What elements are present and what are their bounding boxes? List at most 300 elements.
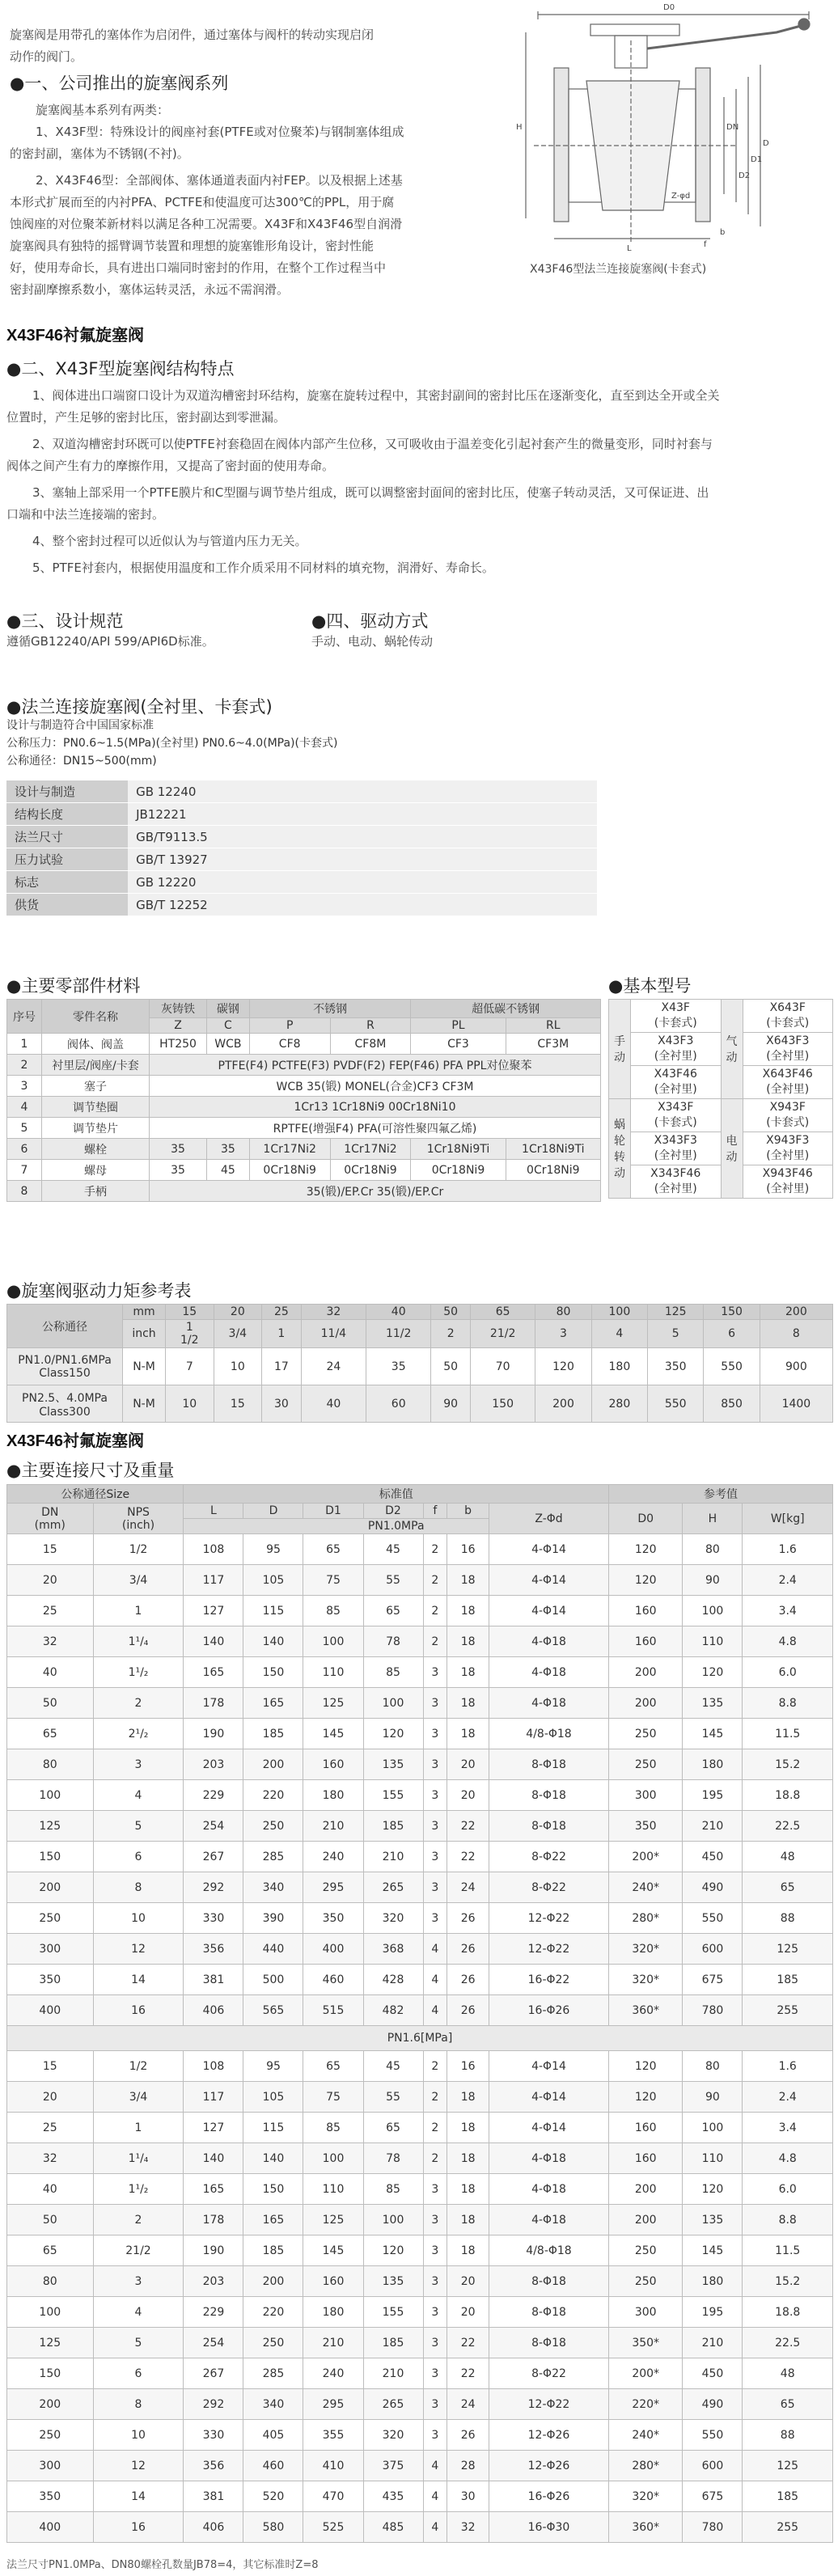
col-subheader: 8 <box>760 1320 832 1348</box>
table-row <box>7 1348 833 1385</box>
cell: 460 <box>243 2451 303 2481</box>
model-cell: X643F46 (全衬里) <box>743 1066 833 1099</box>
model-group-label: 蜗轮转动 <box>609 1099 631 1199</box>
cell: 120 <box>608 1565 682 1596</box>
cell: 48 <box>743 2358 833 2389</box>
col-header: 序号 <box>7 1000 42 1034</box>
cell: 12-Φ22 <box>489 1934 609 1965</box>
cell: CF8M <box>330 1034 411 1055</box>
cell: 10 <box>166 1385 214 1423</box>
cell: 240* <box>608 1872 682 1903</box>
cell: 190 <box>184 1719 243 1749</box>
parts-table <box>6 999 601 1202</box>
table-row <box>7 2143 833 2174</box>
cell: 165 <box>243 2205 303 2235</box>
cell: 18 <box>447 2235 489 2266</box>
cell: 195 <box>683 2297 743 2328</box>
table-row <box>7 2051 833 2082</box>
cell: 手柄 <box>42 1181 150 1202</box>
col-header: Z-Φd <box>489 1504 609 1534</box>
cell: 1¹/₂ <box>93 1657 184 1688</box>
cell: 4-Φ18 <box>489 1657 609 1688</box>
cell: 490 <box>683 1872 743 1903</box>
cell: 32 <box>7 2143 94 2174</box>
cell: 2.4 <box>743 1565 833 1596</box>
cell: 145 <box>683 1719 743 1749</box>
cell: 180 <box>591 1348 647 1385</box>
cell: 350 <box>7 1965 94 1995</box>
cell: 780 <box>683 1995 743 2026</box>
cell: 3 <box>423 2266 447 2297</box>
cell: HT250 <box>150 1034 207 1055</box>
standard-value: GB 12240 <box>128 780 597 803</box>
standard-value: GB/T 12252 <box>128 894 597 916</box>
cell: 100 <box>683 1596 743 1626</box>
flange-line-3: 公称通径：DN15~500(mm) <box>6 755 157 768</box>
cell: 3 <box>423 1872 447 1903</box>
cell: 12-Φ22 <box>489 1903 609 1934</box>
cell: 12-Φ26 <box>489 2451 609 2481</box>
col-header: D <box>243 1504 303 1519</box>
cell: 220 <box>243 2297 303 2328</box>
cell: 2 <box>423 1626 447 1657</box>
table-row <box>6 780 597 803</box>
flange-line-1: 设计与制造符合中国国家标准 <box>6 719 154 732</box>
col-subheader: P <box>249 1018 330 1034</box>
cell: 200* <box>608 2358 682 2389</box>
cell: 78 <box>363 2143 423 2174</box>
cell: 8-Φ18 <box>489 1780 609 1811</box>
col-header: 40 <box>366 1305 431 1320</box>
cell: 18 <box>447 2174 489 2205</box>
cell: 185 <box>363 2328 423 2358</box>
cell: 16-Φ30 <box>489 2512 609 2543</box>
cell: 4 <box>7 1097 42 1118</box>
cell: 55 <box>363 2082 423 2113</box>
cell: 482 <box>363 1995 423 2026</box>
cell: 8-Φ18 <box>489 1749 609 1780</box>
table-header-row <box>7 1305 833 1320</box>
cell: 100 <box>363 1688 423 1719</box>
col-subheader: Z <box>150 1018 207 1034</box>
cell: 340 <box>243 1872 303 1903</box>
cell: 125 <box>303 1688 363 1719</box>
cell: 65 <box>743 1872 833 1903</box>
cell: 32 <box>7 1626 94 1657</box>
col-header: 80 <box>535 1305 591 1320</box>
cell: 30 <box>262 1385 302 1423</box>
cell: 125 <box>7 1811 94 1842</box>
cell: 1/2 <box>93 1534 184 1565</box>
s2-p3a: 3、塞轴上部采用一个PTFE膜片和C型圈与调节垫片组成，既可以调整密封面间的密封比压，使塞子转动灵活，又可保证进、出 <box>32 485 709 500</box>
cell: 8 <box>93 1872 184 1903</box>
heading-x43f46-2: X43F46衬氟旋塞阀 <box>6 1432 145 1450</box>
section4-text: 手动、电动、蜗轮传动 <box>311 634 434 649</box>
cell: 16-Φ26 <box>489 1995 609 2026</box>
models-table <box>608 999 833 1199</box>
table-row <box>7 1995 833 2026</box>
cell: 3 <box>423 2420 447 2451</box>
cell: 550 <box>683 2420 743 2451</box>
intro-block <box>10 24 503 301</box>
cell: 阀体、阀盖 <box>42 1034 150 1055</box>
cell: 20 <box>447 2266 489 2297</box>
figure-caption: X43F46型法兰连接旋塞阀(卡套式) <box>530 263 707 276</box>
cell: 2 <box>93 1688 184 1719</box>
col-header: mm <box>123 1305 166 1320</box>
cell: 295 <box>303 1872 363 1903</box>
col-header: 25 <box>262 1305 302 1320</box>
cell: 285 <box>243 1842 303 1872</box>
col-header: 15 <box>166 1305 214 1320</box>
cell: 200 <box>535 1385 591 1423</box>
cell: 675 <box>683 1965 743 1995</box>
cell: 6 <box>93 1842 184 1872</box>
col-header: 参考值 <box>608 1485 832 1504</box>
cell: 400 <box>7 2512 94 2543</box>
cell: 50 <box>7 1688 94 1719</box>
cell: 18 <box>447 2082 489 2113</box>
cell: 285 <box>243 2358 303 2389</box>
model-cell: X643F (卡套式) <box>743 1000 833 1033</box>
cell: 368 <box>363 1934 423 1965</box>
table-row <box>7 2451 833 2481</box>
s2-p2b: 阀体之间产生有力的摩擦作用，又提高了密封面的使用寿命。 <box>6 459 335 473</box>
cell: 210 <box>683 2328 743 2358</box>
table-row <box>7 1181 601 1202</box>
cell: 4-Φ14 <box>489 2082 609 2113</box>
dim-b: b <box>720 228 726 237</box>
cell: 22 <box>447 2328 489 2358</box>
cell: 203 <box>184 1749 243 1780</box>
cell: 0Cr18Ni9 <box>411 1160 506 1181</box>
flange-line-2: 公称压力：PN0.6~1.5(MPa)(全衬里) PN0.6~4.0(MPa)(卡套式) <box>6 737 338 750</box>
cell: 7 <box>166 1348 214 1385</box>
cell: 300 <box>608 2297 682 2328</box>
valve-drawing <box>510 0 833 283</box>
cell: 20 <box>447 2297 489 2328</box>
table-row <box>6 826 597 848</box>
table-row <box>609 1000 833 1033</box>
cell: 108 <box>184 2051 243 2082</box>
cell: 320* <box>608 1934 682 1965</box>
col-header: 超低碳不锈钢 <box>411 1000 601 1018</box>
cell: 350* <box>608 2328 682 2358</box>
cell: 140 <box>243 1626 303 1657</box>
cell: 550 <box>683 1903 743 1934</box>
col-subheader: 3 <box>535 1320 591 1348</box>
cell: 4.8 <box>743 2143 833 2174</box>
cell: 200* <box>608 1842 682 1872</box>
cell: 200 <box>7 1872 94 1903</box>
cell: 490 <box>683 2389 743 2420</box>
cell: 75 <box>303 2082 363 2113</box>
cell: 600 <box>683 1934 743 1965</box>
section1-p1a: 1、X43F型：特殊设计的阀座衬套(PTFE或对位聚苯)与钢制塞体组成 <box>36 125 404 139</box>
intro-line-2: 动作的阀门。 <box>10 49 83 64</box>
torque-title: ●旋塞阀驱动力矩参考表 <box>6 1281 192 1301</box>
cell: 565 <box>243 1995 303 2026</box>
cell: 8-Φ18 <box>489 1811 609 1842</box>
table-row <box>7 1118 601 1139</box>
cell: 250 <box>608 2235 682 2266</box>
cell: 295 <box>303 2389 363 2420</box>
cell: 26 <box>447 1903 489 1934</box>
cell: 80 <box>683 1534 743 1565</box>
cell: 115 <box>243 2113 303 2143</box>
cell: 150 <box>470 1385 535 1423</box>
table-header-row <box>7 1504 833 1519</box>
cell: 240* <box>608 2420 682 2451</box>
cell: 65 <box>303 2051 363 2082</box>
cell: 240 <box>303 2358 363 2389</box>
table-row <box>7 1385 833 1423</box>
table-row <box>7 1097 601 1118</box>
cell: 90 <box>683 1565 743 1596</box>
cell: 160 <box>303 2266 363 2297</box>
col-subheader: PL <box>411 1018 506 1034</box>
cell: 螺栓 <box>42 1139 150 1160</box>
cell: CF8 <box>249 1034 330 1055</box>
col-header: D1 <box>303 1504 363 1519</box>
cell: 调节垫圈 <box>42 1097 150 1118</box>
cell: 440 <box>243 1934 303 1965</box>
cell: 100 <box>683 2113 743 2143</box>
cell: 250 <box>7 1903 94 1934</box>
cell: 127 <box>184 1596 243 1626</box>
col-header: 灰铸铁 <box>150 1000 207 1018</box>
cell: 65 <box>7 2235 94 2266</box>
cell: 4 <box>423 2481 447 2512</box>
cell: 210 <box>363 2358 423 2389</box>
models-title: ●基本型号 <box>608 976 692 996</box>
cell: 2 <box>423 1565 447 1596</box>
table-row <box>7 1811 833 1842</box>
cell: 135 <box>683 2205 743 2235</box>
cell: 8-Φ18 <box>489 2328 609 2358</box>
cell: 355 <box>303 2420 363 2451</box>
cell: 195 <box>683 1780 743 1811</box>
col-header: 碳钢 <box>207 1000 250 1018</box>
cell: 5 <box>93 2328 184 2358</box>
cell: 155 <box>363 2297 423 2328</box>
cell: 8-Φ18 <box>489 2297 609 2328</box>
model-cell: X343F46 (全衬里) <box>631 1165 722 1199</box>
dim-L: L <box>627 244 632 253</box>
cell: 3 <box>423 1811 447 1842</box>
cell: 3 <box>423 2389 447 2420</box>
cell: 120 <box>683 1657 743 1688</box>
cell: 0Cr18Ni9 <box>330 1160 411 1181</box>
cell: 80 <box>7 2266 94 2297</box>
col-subheader: 2 <box>431 1320 471 1348</box>
col-subheader: 21/2 <box>470 1320 535 1348</box>
cell: 120 <box>608 2082 682 2113</box>
table-row <box>7 1055 601 1076</box>
cell: 203 <box>184 2266 243 2297</box>
cell: 2 <box>423 2082 447 2113</box>
cell: 3 <box>423 2328 447 2358</box>
cell: 4-Φ14 <box>489 2051 609 2082</box>
cell: 85 <box>303 2113 363 2143</box>
table-row <box>7 2113 833 2143</box>
cell: 40 <box>7 2174 94 2205</box>
table-row <box>7 1076 601 1097</box>
cell: 240 <box>303 1842 363 1872</box>
table-header-row <box>7 1000 601 1018</box>
cell: 8-Φ22 <box>489 2358 609 2389</box>
cell: 35 <box>150 1160 207 1181</box>
cell: 180 <box>683 2266 743 2297</box>
cell: 3 <box>423 2235 447 2266</box>
torque-table <box>6 1304 833 1423</box>
cell: 88 <box>743 1903 833 1934</box>
cell: 8-Φ22 <box>489 1872 609 1903</box>
cell: 117 <box>184 1565 243 1596</box>
cell: 90 <box>683 2082 743 2113</box>
cell: 4-Φ14 <box>489 2113 609 2143</box>
cell: 85 <box>363 2174 423 2205</box>
cell: 45 <box>363 1534 423 1565</box>
cell: 350 <box>608 1811 682 1842</box>
cell: 24 <box>301 1348 366 1385</box>
cell: 330 <box>184 1903 243 1934</box>
cell: 180 <box>683 1749 743 1780</box>
cell: 180 <box>303 2297 363 2328</box>
cell: 8-Φ18 <box>489 2266 609 2297</box>
cell: N-M <box>123 1385 166 1423</box>
cell: 320 <box>363 2420 423 2451</box>
cell: 25 <box>7 1596 94 1626</box>
cell: 165 <box>184 2174 243 2205</box>
cell: 26 <box>447 2420 489 2451</box>
cell: 2 <box>93 2205 184 2235</box>
cell: 18.8 <box>743 1780 833 1811</box>
cell: 900 <box>760 1348 832 1385</box>
cell: 550 <box>648 1385 704 1423</box>
table-row <box>7 2266 833 2297</box>
cell: 580 <box>243 2512 303 2543</box>
cell: 200 <box>7 2389 94 2420</box>
cell: 24 <box>447 1872 489 1903</box>
standard-key: 供货 <box>6 894 128 916</box>
model-group-label: 手动 <box>609 1000 631 1099</box>
model-cell: X43F3 (全衬里) <box>631 1033 722 1066</box>
cell: 178 <box>184 1688 243 1719</box>
cell: 350 <box>303 1903 363 1934</box>
cell: 210 <box>303 1811 363 1842</box>
table-row <box>7 2512 833 2543</box>
col-header: 公称通径Size <box>7 1485 184 1504</box>
cell: 200 <box>608 1657 682 1688</box>
model-group-label: 气动 <box>721 1000 743 1099</box>
cell: 155 <box>363 1780 423 1811</box>
cell: 1Cr18Ni9Ti <box>411 1139 506 1160</box>
section1-lead: 旋塞阀基本系列有两类： <box>36 103 170 117</box>
cell: 400 <box>303 1934 363 1965</box>
cell: 3 <box>423 1719 447 1749</box>
col-subheader: 11/2 <box>366 1320 431 1348</box>
cell: 410 <box>303 2451 363 2481</box>
cell: 5 <box>93 1811 184 1842</box>
cell: 15 <box>7 2051 94 2082</box>
cell: 255 <box>743 1995 833 2026</box>
cell: 塞子 <box>42 1076 150 1097</box>
cell: 70 <box>470 1348 535 1385</box>
col-subheader: 6 <box>704 1320 760 1348</box>
cell: 16 <box>447 2051 489 2082</box>
table-row <box>7 2328 833 2358</box>
cell: 160 <box>608 1596 682 1626</box>
cell: 3.4 <box>743 2113 833 2143</box>
section1-p2-3: 旋塞阀具有独特的摇臂调节装置和理想的旋塞锥形角设计，密封性能 <box>10 239 375 253</box>
cell: 100 <box>303 1626 363 1657</box>
col-subheader: R <box>330 1018 411 1034</box>
table-row <box>7 2420 833 2451</box>
standard-value: GB/T9113.5 <box>128 826 597 848</box>
pressure-label: PN1.6[MPa] <box>7 2026 833 2051</box>
cell: 22.5 <box>743 2328 833 2358</box>
cell: 4/8-Φ18 <box>489 1719 609 1749</box>
section2-title: ●二、X43F型旋塞阀结构特点 <box>6 359 235 379</box>
cell: 145 <box>303 2235 363 2266</box>
cell: 95 <box>243 2051 303 2082</box>
cell: 165 <box>243 1688 303 1719</box>
cell: 2.4 <box>743 2082 833 2113</box>
table-row <box>7 1626 833 1657</box>
cell: 4 <box>423 2512 447 2543</box>
cell: 65 <box>7 1719 94 1749</box>
cell: 675 <box>683 2481 743 2512</box>
cell: 135 <box>363 1749 423 1780</box>
cell: 140 <box>184 2143 243 2174</box>
cell: 1.6 <box>743 2051 833 2082</box>
standards-table <box>6 780 597 916</box>
cell: 100 <box>7 1780 94 1811</box>
cell: 120 <box>608 1534 682 1565</box>
cell: 18 <box>447 1626 489 1657</box>
standard-key: 结构长度 <box>6 803 128 826</box>
cell: 10 <box>93 2420 184 2451</box>
s2-p5: 5、PTFE衬套内，根据使用温度和工作介质采用不同材料的填充物，润滑好、寿命长。 <box>32 560 494 575</box>
col-header: 零件名称 <box>42 1000 150 1034</box>
cell: 125 <box>743 2451 833 2481</box>
col-header: H <box>683 1504 743 1534</box>
table-row <box>7 2297 833 2328</box>
intro-line-1: 旋塞阀是用带孔的塞体作为启闭件，通过塞体与阀杆的转动实现启闭 <box>10 27 375 42</box>
cell: N-M <box>123 1348 166 1385</box>
table-row <box>7 2205 833 2235</box>
table-row <box>6 871 597 894</box>
cell: 16 <box>93 2512 184 2543</box>
cell: 250 <box>608 1719 682 1749</box>
cell: 145 <box>683 2235 743 2266</box>
cell: PN1.0/PN1.6MPa Class150 <box>7 1348 123 1385</box>
cell: 4-Φ14 <box>489 1534 609 1565</box>
model-cell: X343F (卡套式) <box>631 1099 722 1132</box>
table-row <box>609 1099 833 1132</box>
cell: 300 <box>7 2451 94 2481</box>
cell: 405 <box>243 2420 303 2451</box>
section1-p1b: 的密封副，塞体为不锈钢(不衬)。 <box>10 146 189 161</box>
col-header: 标准值 <box>184 1485 609 1504</box>
col-header: 150 <box>704 1305 760 1320</box>
s2-p1a: 1、阀体进出口端窗口设计为双道沟槽密封环结构，旋塞在旋转过程中，其密封副间的密封比压在逐渐变化，直至到达全开或全关 <box>32 388 720 403</box>
cell: 3/4 <box>93 2082 184 2113</box>
col-header: 100 <box>591 1305 647 1320</box>
cell: 600 <box>683 2451 743 2481</box>
cell: 1Cr13 1Cr18Ni9 00Cr18Ni10 <box>150 1097 601 1118</box>
